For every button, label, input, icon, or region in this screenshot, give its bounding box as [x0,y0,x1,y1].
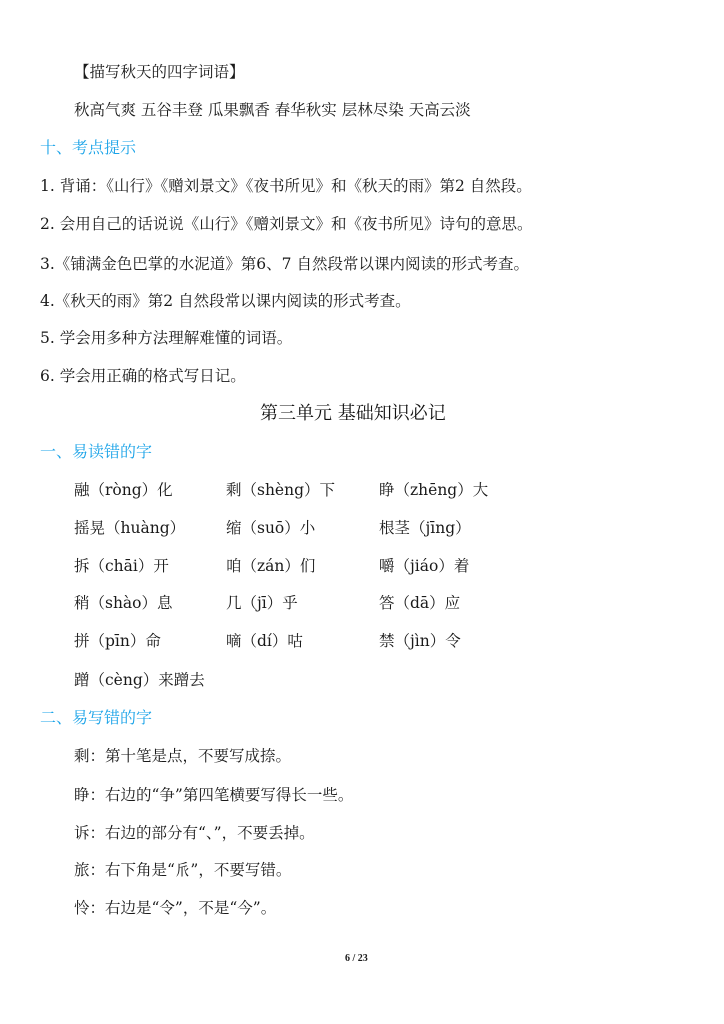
exam-tip-item: 2. 会用自己的话说说《山行》《赠刘景文》和《夜书所见》诗句的意思。 [40,215,533,233]
misread-word: 缩（suō）小 [226,519,316,537]
misread-word: 根茎（jīng） [379,519,471,537]
exam-tip-item: 3.《铺满金色巴掌的水泥道》第6、7 自然段常以课内阅读的形式考查。 [40,255,529,273]
misread-word: 拼（pīn）命 [74,632,161,650]
misread-word: 答（dā）应 [379,594,461,612]
miswrite-item: 诉：右边的部分有“、”，不要丢掉。 [74,824,315,842]
page-number: 6 / 23 [345,953,368,964]
miswrite-item: 旅：右下角是“𠂢”，不要写错。 [74,861,292,879]
misread-word: 蹭（cèng）来蹭去 [74,671,205,689]
misread-word: 嘀（dí）咕 [226,632,303,650]
miswrite-item: 剩：第十笔是点，不要写成捺。 [74,747,292,765]
unit-title: 第三单元 基础知识必记 [260,403,446,424]
misread-word: 咱（zán）们 [226,557,316,575]
misread-word: 融（ròng）化 [74,481,173,499]
section-heading-exam-tips: 十、考点提示 [40,138,137,157]
exam-tip-item: 5. 学会用多种方法理解难懂的词语。 [40,329,293,347]
miswrite-item: 怜：右边是“令”，不是“今”。 [74,899,277,917]
misread-word: 几（jī）乎 [226,594,298,612]
autumn-words-list: 秋高气爽 五谷丰登 瓜果飘香 春华秋实 层林尽染 天高云淡 [74,101,471,119]
misread-word: 剩（shèng）下 [226,481,336,499]
misread-word: 稍（shào）息 [74,594,173,612]
section-heading-easy-misread: 一、易读错的字 [40,442,153,461]
misread-word: 禁（jìn）令 [379,632,461,650]
misread-word: 摇晃（huàng） [74,519,186,537]
misread-word: 嚼（jiáo）着 [379,557,470,575]
exam-tip-item: 6. 学会用正确的格式写日记。 [40,367,246,385]
misread-word: 睁（zhēng）大 [379,481,489,499]
misread-word: 拆（chāi）开 [74,557,169,575]
exam-tip-item: 1. 背诵：《山行》《赠刘景文》《夜书所见》和《秋天的雨》第2 自然段。 [40,177,532,195]
exam-tip-item: 4.《秋天的雨》第2 自然段常以课内阅读的形式考查。 [40,292,411,310]
miswrite-item: 睁：右边的“争”第四笔横要写得长一些。 [74,786,354,804]
section-heading-easy-miswrite: 二、易写错的字 [40,708,153,727]
autumn-words-heading: 【描写秋天的四字词语】 [74,63,245,81]
